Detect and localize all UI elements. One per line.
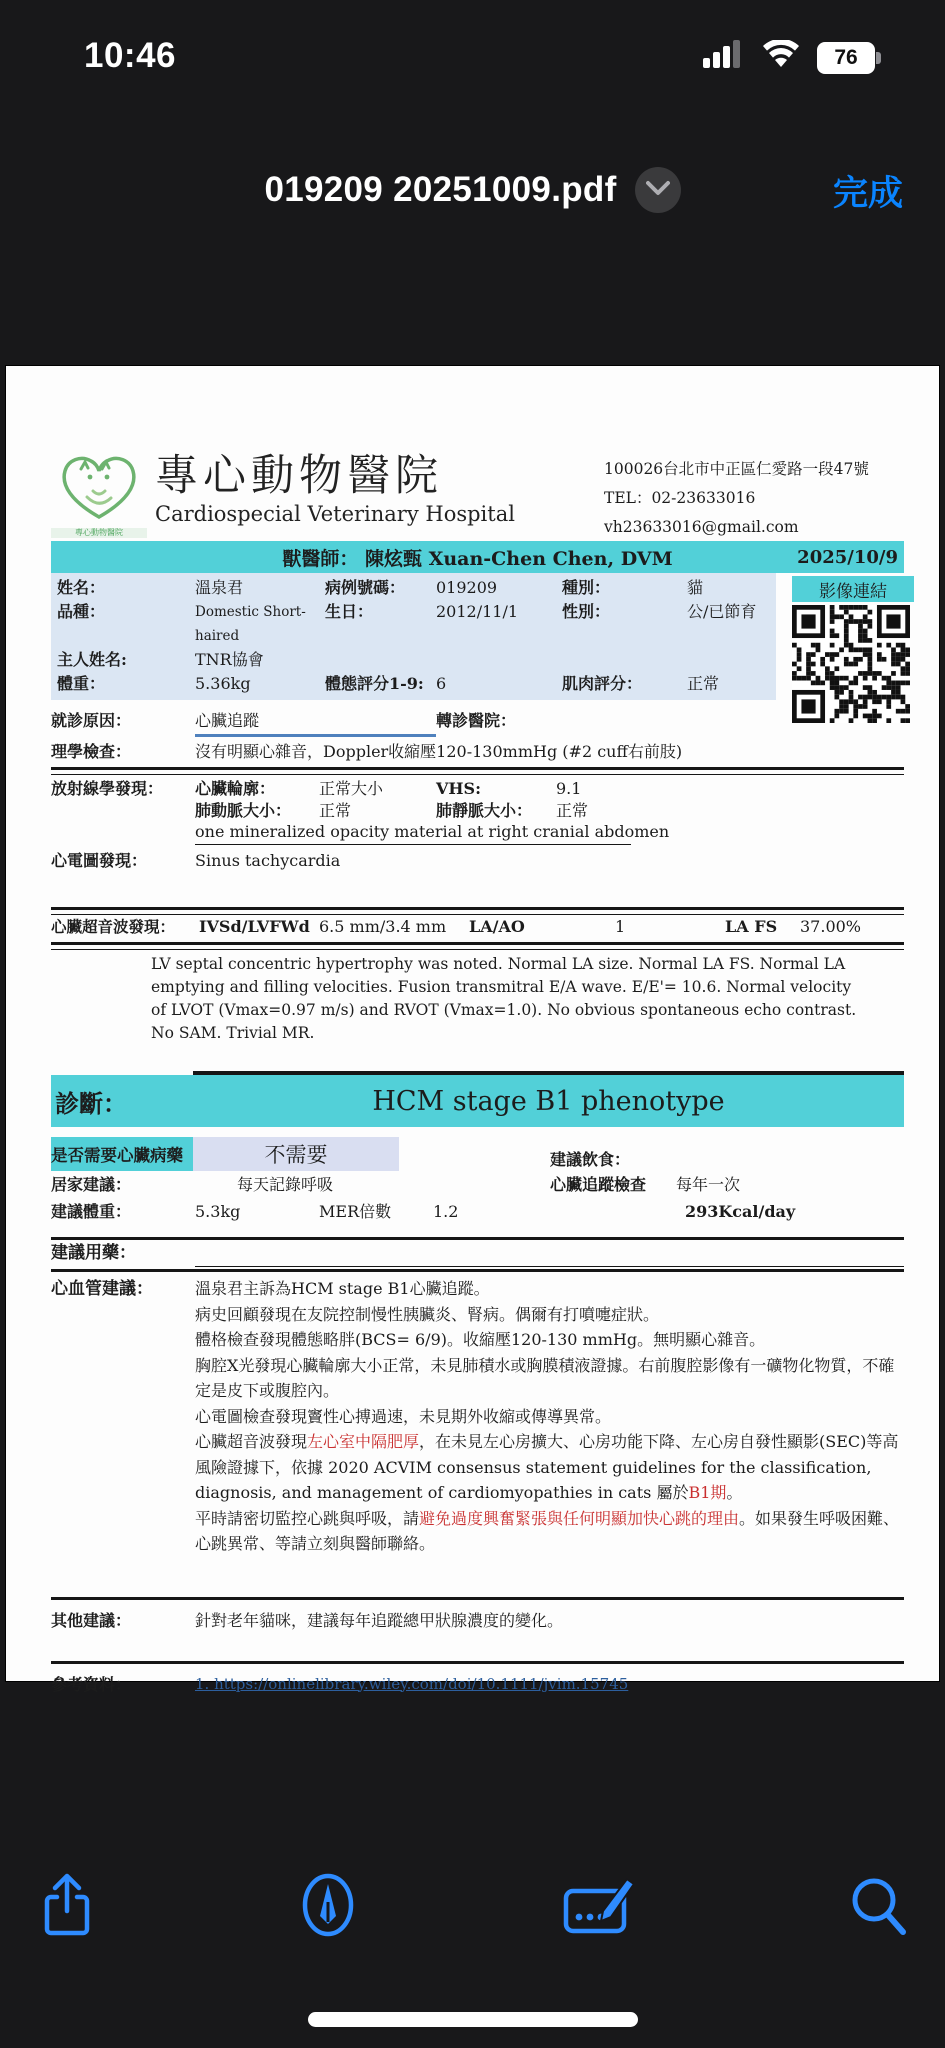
home-advice-value: 每天記錄呼吸 [237, 1175, 334, 1194]
muscle-value: 正常 [687, 674, 720, 693]
chevron-down-icon [646, 180, 670, 201]
divider [51, 767, 904, 775]
field-label: 肺靜脈大小： [436, 801, 533, 820]
diagnosis-banner [51, 1075, 904, 1127]
sex-value: 公/已節育 [687, 602, 757, 621]
field-label: 診斷： [55, 1088, 127, 1118]
field-label: 心臟追蹤檢查 [550, 1175, 647, 1194]
cardio-advice-text: 溫泉君主訴為HCM stage B1心臟追蹤。 病史回顧發現在友院控制慢性胰臟炎、腎病。偶爾有打噴嚏症狀。 體格檢查發現體態略胖(BCS= 6/9)。收縮壓120-130 mmHg。無明顯心雜音。 胸腔X光發現心臟輪廓大小正常，未見肺積水或胸膜積液證據。右前腹腔影像有一礦物化物質，不確定是皮下或腹腔內。 心電圖檢查發現竇性心搏過速，未見期外收縮或傳導異常。 心臟超音波發現左心室中隔肥厚，在未見左心房擴大、心房功能下降、左心房自發性顯影(SEC)等高風險證據下，依據 2020 ACVIM consensus statement guidelines for the classification, diagnosis, and management of cardiomyopathies in cats 屬於B1期。 平時請密切監控心跳與呼吸，請避免過度興奮緊張與任何明顯加快心跳的理由。如果發生呼吸困難、心跳異常、等請立刻與醫師聯絡。 [195, 1279, 900, 1553]
status-bar [0, 30, 945, 84]
report-date: 2025/10/9 [797, 546, 898, 568]
dob-value: 2012/11/1 [436, 602, 519, 621]
diagnosis-value: HCM stage B1 phenotype [372, 1085, 725, 1117]
cellular-signal-icon [703, 40, 745, 75]
wifi-icon [761, 40, 801, 75]
divider [51, 1269, 904, 1272]
other-advice-text: 針對老年貓咪，建議每年追蹤總甲狀腺濃度的變化。 [195, 1610, 564, 1630]
field-label: 品種： [57, 602, 106, 621]
divider [51, 1661, 904, 1664]
field-label: 生日： [325, 602, 374, 621]
table-row [51, 576, 776, 600]
field-label: 病例號碼： [325, 578, 406, 597]
field-label: 心電圖發現： [51, 851, 148, 870]
hospital-header [51, 451, 904, 535]
field-label: 性別： [562, 602, 611, 621]
reference-link[interactable]: 1. https://onlinelibrary.wiley.com/doi/10.1111/jvim.15745 [195, 1674, 629, 1693]
blank-line [195, 1244, 904, 1267]
echo-measure-value: 1 [615, 917, 626, 936]
file-title: 019209 20251009.pdf [264, 170, 617, 209]
patient-name: 溫泉君 [195, 578, 244, 597]
mer-multiplier: 1.2 [433, 1202, 459, 1221]
field-label: 種別： [562, 578, 611, 597]
field-label: 體重： [57, 674, 106, 693]
title-menu-button[interactable] [635, 167, 681, 213]
species-value: 貓 [687, 578, 704, 597]
recheck-frequency: 每年一次 [676, 1175, 741, 1194]
field-label: 就診原因： [51, 711, 132, 730]
search-button[interactable] [843, 1872, 913, 1942]
pdf-page[interactable] [5, 365, 940, 1694]
hospital-email: vh23633016@gmail.com [604, 518, 799, 536]
field-label: 肺動脈大小： [195, 801, 292, 820]
echo-measure-label: LA/AO [469, 917, 525, 936]
hospital-logo [57, 508, 141, 527]
divider [51, 942, 904, 950]
hospital-address: 100026台北市中正區仁愛路一段47號 [604, 460, 869, 478]
field-label: 居家建議： [51, 1175, 132, 1194]
field-label: 是否需要心臟病藥 [51, 1137, 193, 1171]
field-label: 建議飲食： [550, 1150, 631, 1169]
echo-measure-label: IVSd/LVFWd [199, 917, 310, 936]
field-label: 心血管建議： [51, 1279, 153, 1299]
search-icon [848, 1874, 908, 1941]
field-label: VHS: [436, 779, 481, 798]
hospital-tel: TEL：02-23633016 [604, 489, 756, 507]
kcal-value: 293Kcal/day [685, 1202, 796, 1221]
table-row [51, 648, 776, 672]
logo-caption: 專心動物醫院 [51, 528, 147, 538]
divider [51, 1597, 904, 1600]
veterinarian-banner [51, 541, 904, 573]
qr-code [792, 605, 910, 723]
vhs-value: 9.1 [556, 779, 582, 798]
image-link[interactable]: 影像連結 [792, 576, 914, 602]
done-button[interactable]: 完成 [832, 174, 903, 213]
divider [195, 844, 631, 845]
signature-button[interactable] [565, 1872, 635, 1942]
hospital-contact [604, 451, 904, 542]
image-link-rail [792, 576, 914, 723]
veterinarian-name: 獸醫師： 陳炫甄 Xuan-Chen Chen, DVM [282, 547, 673, 570]
hospital-name-zh: 專心動物醫院 [155, 451, 443, 501]
field-label: 放射線學發現： [51, 779, 164, 798]
table-row [51, 672, 776, 696]
patient-info-table [51, 573, 776, 700]
physical-exam-text: 沒有明顯心雜音，Doppler收縮壓120-130mmHg (#2 cuff右前肢) [195, 742, 683, 761]
battery-icon [817, 42, 883, 74]
echo-findings-text: LV septal concentric hypertrophy was noted. Normal LA size. Normal LA FS. Normal LA emptying and filling velocities. Fusion transmitral E/A wave. E/E'= 10.6. Normal velocity of LVOT (Vmax=0.97 m/s) and RVOT (Vmax=1.0). No obvious spontaneous echo contrast. No SAM. Trivial MR. [151, 955, 857, 1042]
table-row [51, 600, 776, 648]
pa-value: 正常 [319, 801, 352, 820]
field-label: 建議用藥： [51, 1243, 136, 1263]
field-label: 心臟超音波發現： [51, 917, 176, 936]
share-button[interactable] [32, 1872, 102, 1942]
visit-reason: 心臟追蹤 [195, 708, 436, 737]
field-label: MER倍數 [319, 1202, 392, 1221]
nav-bar [0, 150, 945, 230]
field-label: 心臟輪廓： [195, 779, 276, 798]
home-indicator[interactable] [308, 2012, 638, 2027]
case-number: 019209 [436, 578, 498, 597]
clock: 10:46 [84, 36, 177, 75]
field-label: 其他建議： [51, 1610, 132, 1630]
breed-value: Domestic Short-haired [195, 604, 306, 644]
markup-button[interactable] [293, 1872, 363, 1942]
battery-percent: 76 [834, 45, 858, 69]
weight-value: 5.36kg [195, 674, 251, 693]
echo-measure-value: 37.00% [800, 917, 862, 936]
field-label: 轉診醫院： [436, 711, 517, 730]
share-icon [41, 1873, 93, 1942]
radiology-note: one mineralized opacity material at right cranial abdomen [195, 822, 670, 841]
field-label: 建議體重： [51, 1202, 132, 1221]
ecg-finding: Sinus tachycardia [195, 851, 341, 870]
field-label: 參考資料： [51, 1674, 132, 1694]
echo-measure-label: LA FS [725, 917, 778, 936]
target-weight: 5.3kg [195, 1202, 241, 1221]
field-label: 體態評分1-9: [325, 674, 424, 693]
bottom-toolbar [0, 1872, 945, 1962]
markup-pen-icon [301, 1872, 355, 1943]
divider [51, 907, 904, 915]
medication-needed-value: 不需要 [193, 1137, 399, 1171]
field-label: 理學檢查： [51, 742, 132, 761]
echo-measure-value: 6.5 mm/3.4 mm [319, 917, 447, 936]
bcs-value: 6 [436, 674, 447, 693]
pv-value: 正常 [556, 801, 589, 820]
field-label: 姓名： [57, 578, 106, 597]
hospital-name-en: Cardiospecial Veterinary Hospital [155, 502, 515, 526]
owner-value: TNR協會 [195, 650, 264, 669]
field-label: 肌肉評分： [562, 674, 643, 693]
field-label: 主人姓名: [57, 650, 127, 669]
signature-field-icon [563, 1873, 637, 1942]
heart-silhouette-value: 正常大小 [319, 779, 384, 798]
